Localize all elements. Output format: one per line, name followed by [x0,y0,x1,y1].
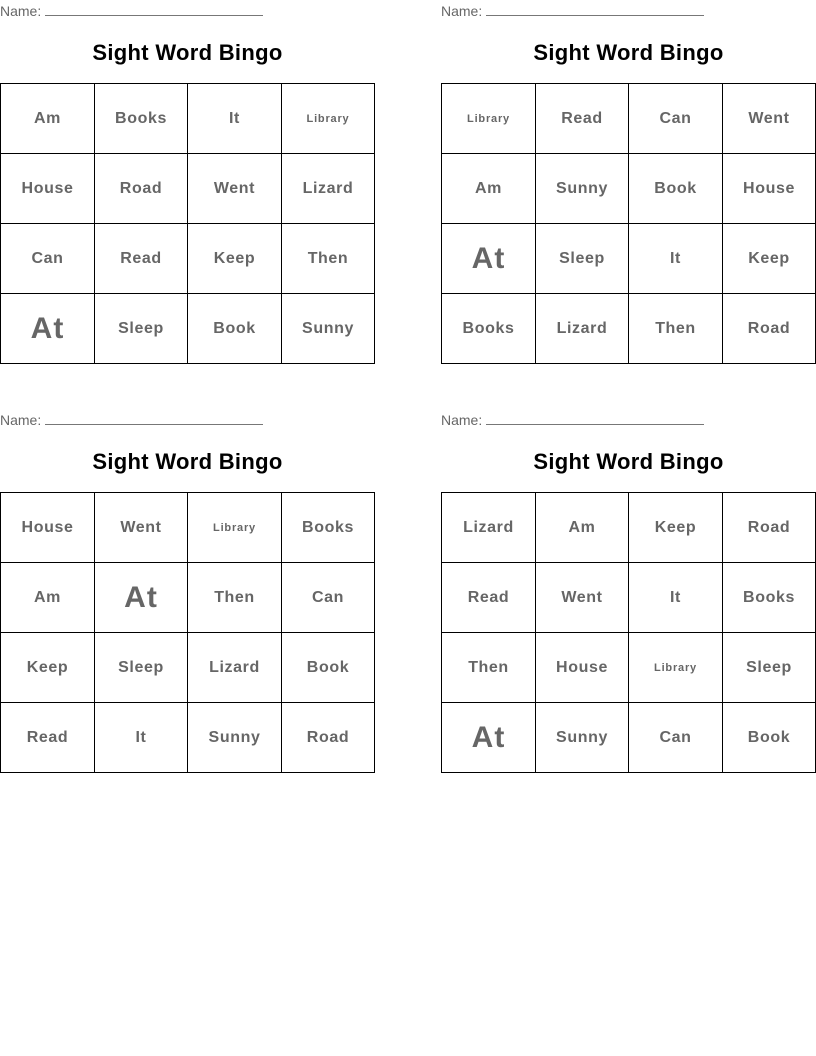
bingo-cell[interactable]: Went [95,493,188,563]
bingo-cell[interactable]: It [188,84,282,154]
bingo-card [441,409,816,773]
bingo-grid [441,83,816,364]
name-field [441,2,704,19]
bingo-cell[interactable]: Keep [629,493,723,563]
bingo-cell[interactable]: Sleep [95,294,188,363]
bingo-cell[interactable]: Sunny [302,319,354,337]
name-label: Name: [0,412,42,428]
bingo-cell[interactable]: Road [306,728,350,746]
name-label: Name: [441,412,483,428]
bingo-cell[interactable]: It [629,224,723,294]
bingo-cell[interactable]: Am [442,154,536,224]
bingo-cell[interactable]: At [95,563,188,633]
name-blank-line[interactable] [45,411,263,425]
bingo-cell[interactable]: It [629,563,723,633]
bingo-cell[interactable]: Keep [723,224,815,294]
bingo-cell[interactable]: Sunny [536,703,629,772]
bingo-cell[interactable]: At [442,224,536,294]
bingo-cell[interactable]: Sunny [536,154,629,224]
bingo-cell[interactable]: Read [536,84,629,154]
bingo-cell[interactable]: Library [442,84,536,154]
bingo-cell[interactable]: Sleep [723,633,815,703]
bingo-cell[interactable]: Lizard [536,294,629,363]
bingo-cell[interactable]: Books [95,84,188,154]
bingo-cell[interactable]: Read [1,703,95,772]
bingo-cell[interactable]: Am [1,84,95,154]
name-field [0,411,263,428]
bingo-cell[interactable]: Library [188,493,282,563]
bingo-cell[interactable]: Keep [1,633,95,703]
bingo-grid [441,492,816,773]
bingo-cell[interactable]: Keep [188,224,282,294]
card-title: Sight Word Bingo [92,40,283,65]
bingo-cell[interactable]: Then [188,563,282,633]
name-label: Name: [0,3,42,19]
bingo-cell[interactable]: Then [442,633,536,703]
bingo-cell[interactable]: It [95,703,188,772]
bingo-cell[interactable]: Sunny [188,703,282,772]
bingo-cell[interactable]: House [1,154,95,224]
bingo-cell[interactable]: Lizard [282,154,374,224]
name-field [0,2,263,19]
card-title: Sight Word Bingo [92,449,283,474]
bingo-cell[interactable]: Went [536,563,629,633]
bingo-cell[interactable]: Can [1,224,95,294]
bingo-cell[interactable]: Books [442,294,536,363]
name-field [441,411,704,428]
bingo-cell[interactable]: Went [188,154,282,224]
bingo-cell[interactable]: Library [282,84,374,154]
bingo-cell[interactable]: Library [629,633,723,703]
bingo-cell[interactable]: Book [629,154,723,224]
bingo-cell[interactable]: Book [747,728,791,746]
card-title: Sight Word Bingo [533,40,724,65]
bingo-cell[interactable]: Then [629,294,723,363]
bingo-cell[interactable]: Lizard [442,493,536,563]
bingo-cell[interactable]: Read [95,224,188,294]
bingo-cell[interactable]: Books [723,563,815,633]
bingo-grid [0,83,375,364]
card-title: Sight Word Bingo [533,449,724,474]
bingo-cell[interactable]: Lizard [188,633,282,703]
bingo-cell[interactable]: At [442,703,536,772]
bingo-grid [0,492,375,773]
bingo-cell[interactable]: Books [282,493,374,563]
name-blank-line[interactable] [45,2,263,16]
bingo-cell[interactable]: House [1,493,95,563]
bingo-cell[interactable]: House [723,154,815,224]
bingo-cell[interactable]: Can [629,703,723,772]
bingo-card [0,409,375,773]
bingo-cell[interactable]: Road [747,319,791,337]
bingo-cell[interactable]: Sleep [536,224,629,294]
bingo-cell[interactable]: Am [536,493,629,563]
bingo-cell[interactable]: Road [95,154,188,224]
bingo-card [0,0,375,364]
name-blank-line[interactable] [486,2,704,16]
bingo-cell[interactable]: Book [282,633,374,703]
bingo-cell[interactable]: Am [1,563,95,633]
bingo-cell[interactable]: Book [188,294,282,363]
bingo-cell[interactable]: Can [629,84,723,154]
bingo-cell[interactable]: Road [723,493,815,563]
bingo-cell[interactable]: At [1,294,95,363]
name-blank-line[interactable] [486,411,704,425]
bingo-cell[interactable]: Then [282,224,374,294]
bingo-card [441,0,816,364]
bingo-cell[interactable]: Read [442,563,536,633]
bingo-cell[interactable]: Went [723,84,815,154]
bingo-cell[interactable]: Sleep [95,633,188,703]
name-label: Name: [441,3,483,19]
bingo-cell[interactable]: Can [282,563,374,633]
bingo-cell[interactable]: House [536,633,629,703]
